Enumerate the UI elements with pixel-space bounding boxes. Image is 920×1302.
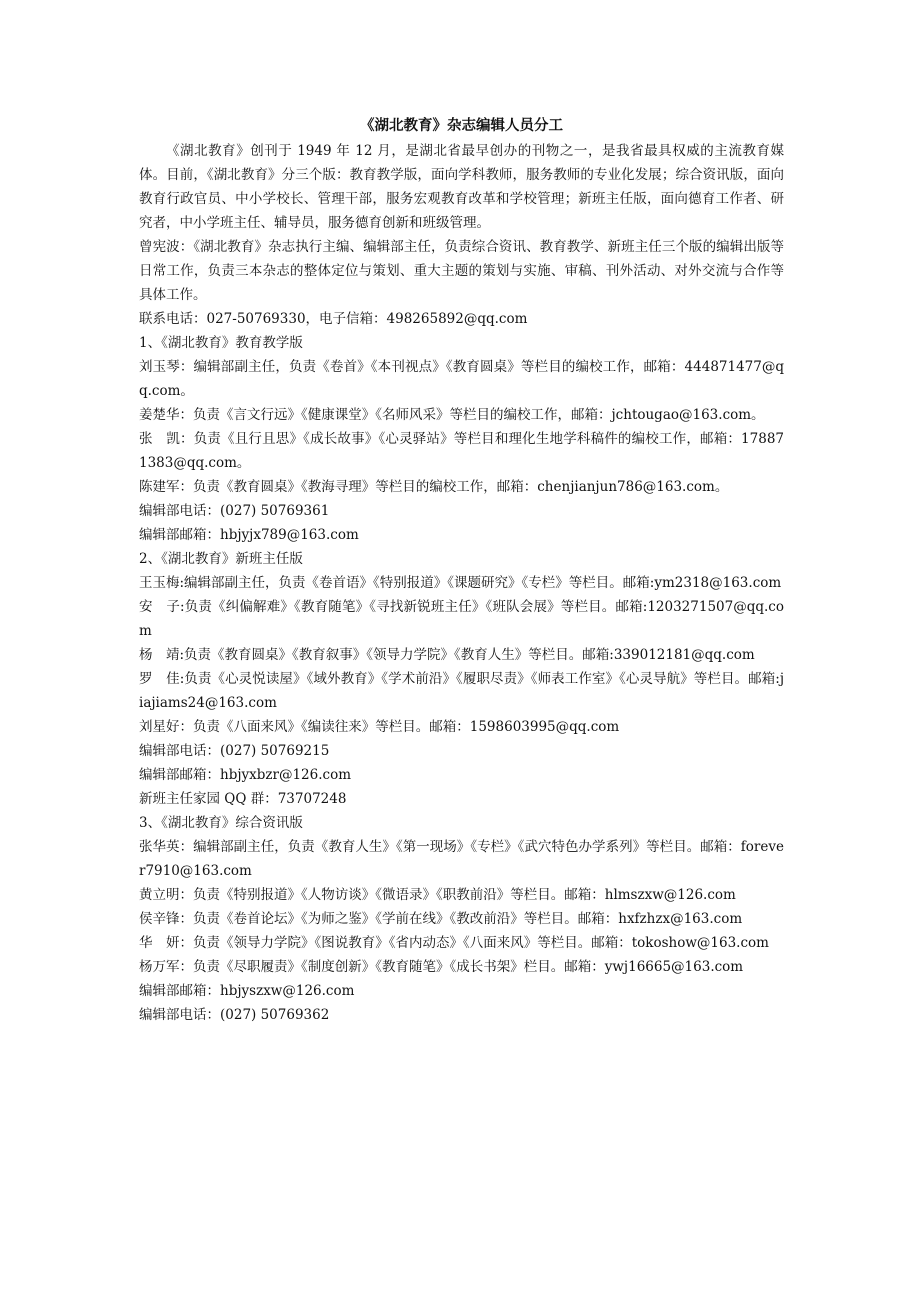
staff-line: 姜楚华：负责《言文行远》《健康课堂》《名师风采》等栏目的编校工作，邮箱：jchtougao@163.com。 — [139, 407, 765, 423]
chief-contact-line: 联系电话：027-50769330，电子信箱：498265892@qq.com — [139, 311, 528, 327]
staff-line: 刘星好：负责《八面来风》《编读往来》等栏目。邮箱：1598603995@qq.com — [139, 719, 620, 735]
staff-line: 陈建军：负责《教育圆桌》《教海寻理》等栏目的编校工作，邮箱：chenjianjun786@163.com。 — [139, 479, 729, 495]
document-title: 《湖北教育》杂志编辑人员分工 — [360, 117, 563, 134]
staff-line: 华 妍：负责《领导力学院》《图说教育》《省内动态》《八面来风》等栏目。邮箱：tokoshow@163.com — [139, 935, 769, 951]
section-teaching-edition — [139, 331, 784, 547]
section-heading: 3、《湖北教育》综合资讯版 — [139, 815, 303, 831]
staff-line: 杨 靖:负责《教育圆桌》《教育叙事》《领导力学院》《教育人生》等栏目。邮箱:339012181@qq.com — [139, 647, 755, 663]
office-email-line: 编辑部邮箱：hbjyjx789@163.com — [139, 527, 359, 543]
staff-line: 罗 佳:负责《心灵悦读屋》《域外教育》《学术前沿》《履职尽责》《师表工作室》《心灵导航》等栏目。邮箱:jiajiams24@163.com — [139, 671, 784, 711]
office-phone-line: 编辑部电话：(027) 50769361 — [139, 503, 330, 519]
staff-line: 张华英：编辑部副主任，负责《教育人生》《第一现场》《专栏》《武穴特色办学系列》等栏目。邮箱：forever7910@163.com — [139, 839, 784, 879]
intro-paragraph: 《湖北教育》创刊于 1949 年 12 月，是湖北省最早创办的刊物之一，是我省最具权威的主流教育媒体。目前，《湖北教育》分三个版：教育教学版，面向学科教师，服务教师的专业化发展；综合资讯版，面向教育行政官员、中小学校长、管理干部，服务宏观教育改革和学校管理；新班主任版，面向德育工作者、研究者，中小学班主任、辅导员，服务德育创新和班级管理。 — [139, 143, 784, 231]
section-head-teacher-edition — [139, 547, 784, 811]
staff-line: 侯辛锋：负责《卷首论坛》《为师之鉴》《学前在线》《教改前沿》等栏目。邮箱：hxfzhzx@163.com — [139, 911, 743, 927]
staff-line: 刘玉琴：编辑部副主任，负责《卷首》《本刊视点》《教育圆桌》等栏目的编校工作，邮箱：444871477@qq.com。 — [139, 359, 784, 399]
staff-line: 安 子:负责《纠偏解难》《教育随笔》《寻找新锐班主任》《班队会展》等栏目。邮箱:1203271507@qq.com — [139, 599, 784, 639]
office-phone-line: 编辑部电话：(027) 50769215 — [139, 743, 330, 759]
qq-group-line: 新班主任家园 QQ 群：73707248 — [139, 791, 347, 807]
staff-line: 杨万军：负责《尽职履责》《制度创新》《教育随笔》《成长书架》栏目。邮箱：ywj16665@163.com — [139, 959, 744, 975]
office-email-line: 编辑部邮箱：hbjyszxw@126.com — [139, 983, 355, 999]
section-heading: 1、《湖北教育》教育教学版 — [139, 335, 303, 351]
office-email-line: 编辑部邮箱：hbjyxbzr@126.com — [139, 767, 352, 783]
section-heading: 2、《湖北教育》新班主任版 — [139, 551, 303, 567]
office-phone-line: 编辑部电话：(027) 50769362 — [139, 1007, 330, 1023]
staff-line: 张 凯：负责《且行且思》《成长故事》《心灵驿站》等栏目和理化生地学科稿件的编校工作，邮箱：178871383@qq.com。 — [139, 431, 784, 471]
section-news-edition — [139, 811, 784, 1027]
chief-editor-paragraph: 曾宪波：《湖北教育》杂志执行主编、编辑部主任，负责综合资讯、教育教学、新班主任三个版的编辑出版等日常工作，负责三本杂志的整体定位与策划、重大主题的策划与实施、审稿、刊外活动、对外交流与合作等具体工作。 — [139, 239, 784, 303]
staff-line: 黄立明：负责《特别报道》《人物访谈》《微语录》《职教前沿》等栏目。邮箱：hlmszxw@126.com — [139, 887, 736, 903]
staff-line: 王玉梅:编辑部副主任，负责《卷首语》《特别报道》《课题研究》《专栏》等栏目。邮箱:ym2318@163.com — [139, 575, 782, 591]
document-page — [139, 113, 784, 1027]
